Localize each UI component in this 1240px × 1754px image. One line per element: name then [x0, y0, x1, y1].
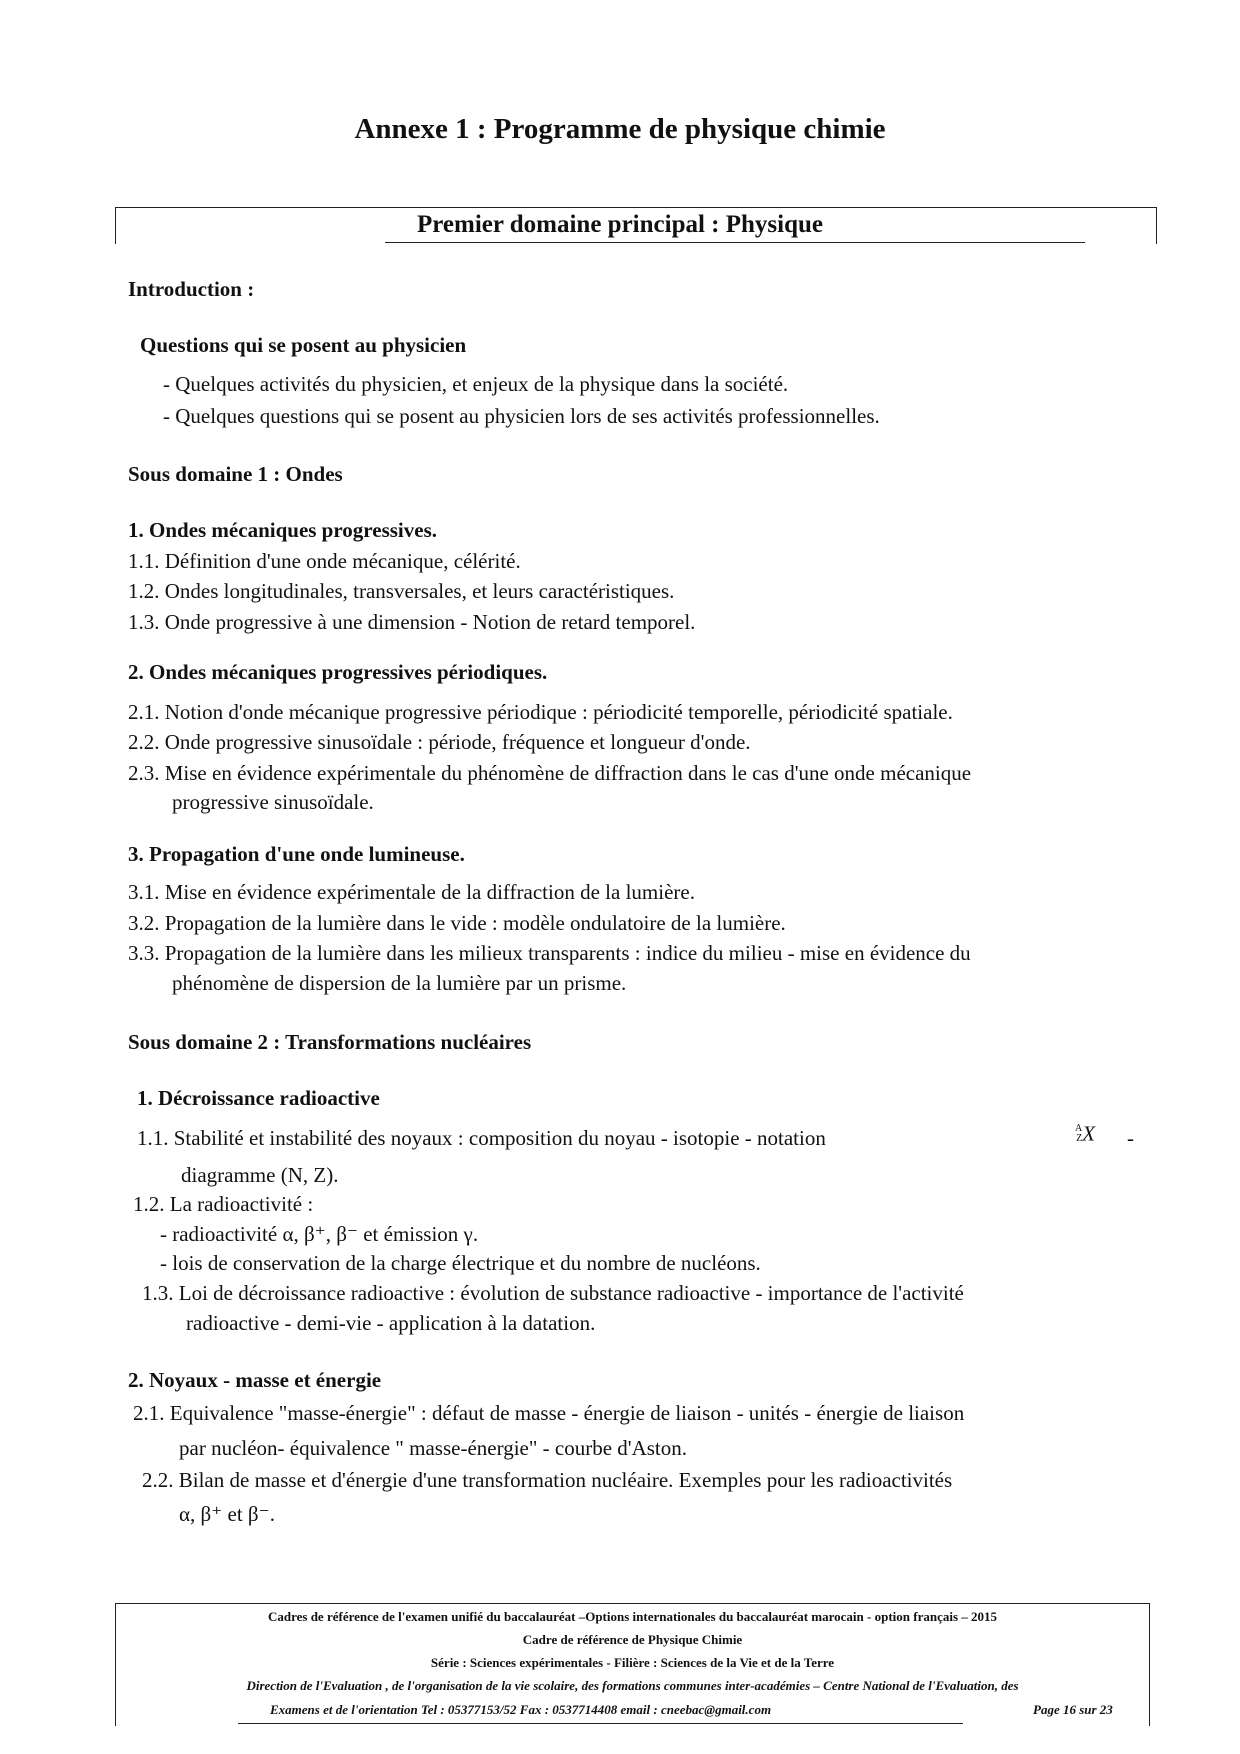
footer-underline	[238, 1723, 963, 1724]
list-item-continuation: radioactive - demi-vie - application à la datation.	[186, 1311, 596, 1335]
domain-underline	[385, 242, 1085, 243]
section-heading: 2. Ondes mécaniques progressives périodiques.	[128, 660, 548, 684]
list-item: 1.2. Ondes longitudinales, transversales, et leurs caractéristiques.	[128, 579, 675, 603]
footer-line-1: Cadres de référence de l'examen unifié du baccalauréat –Options internationales du baccalauréat marocain - option français – 2015	[267, 1609, 998, 1624]
intro-heading: Introduction :	[128, 277, 255, 301]
section-heading: 1. Ondes mécaniques progressives.	[128, 518, 437, 542]
section-heading: 2. Noyaux - masse et énergie	[128, 1368, 382, 1392]
footer-line-2: Cadre de référence de Physique Chimie	[522, 1632, 743, 1647]
section-heading: 1. Décroissance radioactive	[137, 1086, 380, 1110]
list-item: 2.2. Onde progressive sinusoïdale : période, fréquence et longueur d'onde.	[128, 730, 751, 754]
list-item: 1.2. La radioactivité :	[133, 1192, 314, 1216]
list-subitem: - lois de conservation de la charge électrique et du nombre de nucléons.	[160, 1251, 761, 1275]
list-item: 3.1. Mise en évidence expérimentale de la diffraction de la lumière.	[128, 880, 695, 904]
footer-line-5: Examens et de l'orientation Tel : 05377153/52 Fax : 0537714408 email : cneebac@gmail.com	[270, 1702, 772, 1717]
list-item: 2.3. Mise en évidence expérimentale du phénomène de diffraction dans le cas d'une onde mécanique	[128, 761, 972, 785]
page-title: Annexe 1 : Programme de physique chimie	[354, 113, 886, 145]
notation-symbol: X	[1082, 1121, 1096, 1146]
list-item: 3.2. Propagation de la lumière dans le vide : modèle ondulatoire de la lumière.	[128, 911, 786, 935]
list-item: 2.1. Notion d'onde mécanique progressive périodique : périodicité temporelle, périodicité spatiale.	[128, 700, 953, 724]
nuclide-notation	[1075, 1120, 1095, 1147]
list-item-continuation: progressive sinusoïdale.	[172, 790, 374, 814]
notation-mass-number: A	[1075, 1123, 1083, 1135]
list-item-continuation: diagramme (N, Z).	[181, 1163, 339, 1187]
domain-title: Premier domaine principal : Physique	[416, 211, 824, 238]
notation-atomic-number: Z	[1076, 1133, 1083, 1145]
list-item: 1.3. Onde progressive à une dimension - Notion de retard temporel.	[128, 610, 696, 634]
list-item: 1.3. Loi de décroissance radioactive : évolution de substance radioactive - importance de l'activité	[142, 1281, 964, 1305]
intro-subheading: Questions qui se posent au physicien	[140, 333, 467, 357]
list-item: 1.1. Définition d'une onde mécanique, célérité.	[128, 549, 521, 573]
list-item: 2.2. Bilan de masse et d'énergie d'une transformation nucléaire. Exemples pour les radioactivités	[142, 1468, 953, 1492]
footer-line-3: Série : Sciences expérimentales - Filière : Sciences de la Vie et de la Terre	[430, 1655, 835, 1670]
section-heading: 3. Propagation d'une onde lumineuse.	[128, 842, 465, 866]
subdomain-1-heading: Sous domaine 1 : Ondes	[128, 462, 343, 486]
list-subitem: - radioactivité α, β⁺, β⁻ et émission γ.	[160, 1222, 479, 1246]
footer-line-4: Direction de l'Evaluation , de l'organisation de la vie scolaire, des formations communes inter-académies – Centre National de l'Evaluation, des	[246, 1678, 1019, 1693]
list-item: 1.1. Stabilité et instabilité des noyaux : composition du noyau - isotopie - notation	[137, 1126, 826, 1150]
list-item: 3.3. Propagation de la lumière dans les milieux transparents : indice du milieu - mise en évidence du	[128, 941, 971, 965]
list-item: 2.1. Equivalence "masse-énergie" : défaut de masse - énergie de liaison - unités - énergie de liaison	[133, 1401, 965, 1425]
intro-item: - Quelques questions qui se posent au physicien lors de ses activités professionnelles.	[163, 404, 880, 428]
list-item-continuation: α, β⁺ et β⁻.	[179, 1502, 275, 1526]
intro-item: - Quelques activités du physicien, et enjeux de la physique dans la société.	[163, 372, 789, 396]
list-item-continuation: par nucléon- équivalence " masse-énergie" - courbe d'Aston.	[179, 1436, 688, 1460]
subdomain-2-heading: Sous domaine 2 : Transformations nucléaires	[128, 1030, 532, 1054]
page-number: Page 16 sur 23	[1033, 1702, 1113, 1717]
list-item-continuation: phénomène de dispersion de la lumière par un prisme.	[172, 971, 627, 995]
notation-dash: -	[1127, 1126, 1134, 1150]
